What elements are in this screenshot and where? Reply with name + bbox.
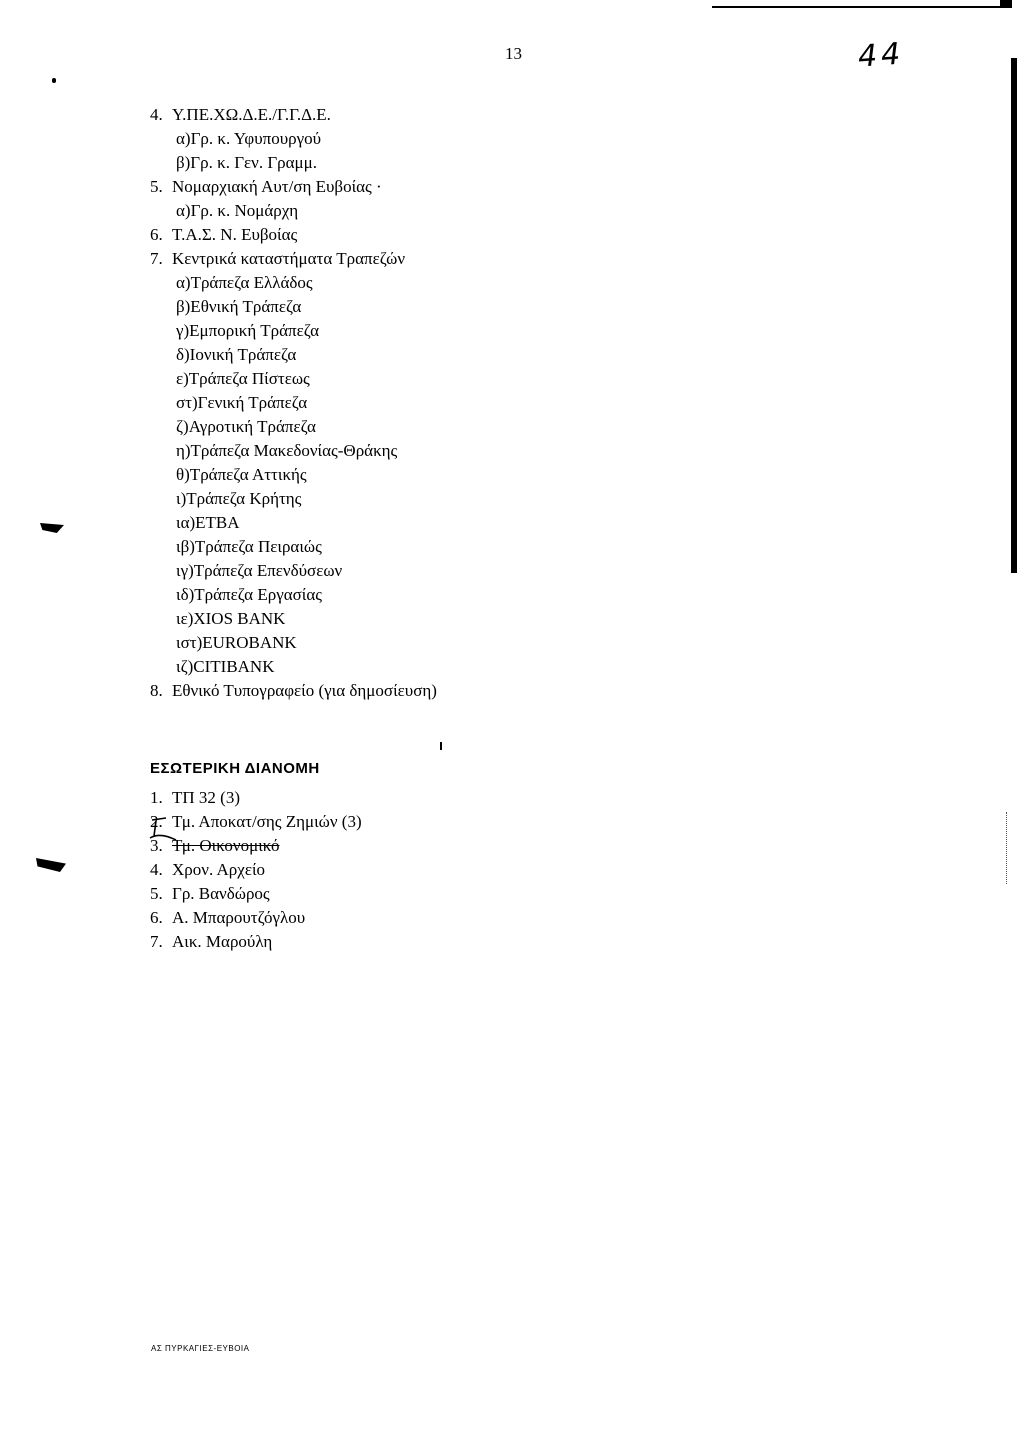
item-text: Τμ. Οικονομικό	[172, 836, 280, 855]
item-text: θ)Τράπεζα Αττικής	[176, 465, 307, 484]
page-number: 13	[505, 44, 522, 63]
internal-item	[150, 882, 362, 906]
item-text: Χρον. Αρχείο	[172, 860, 266, 879]
item-number: 3.	[150, 836, 163, 855]
item-number: 8.	[150, 681, 163, 700]
distribution-subitem	[150, 439, 437, 463]
item-text: η)Τράπεζα Μακεδονίας-Θράκης	[176, 441, 398, 460]
item-text: Υ.ΠΕ.ΧΩ.Δ.Ε./Γ.Γ.Δ.Ε.	[172, 105, 331, 124]
item-text: ι)Τράπεζα Κρήτης	[176, 489, 302, 508]
distribution-subitem	[150, 631, 437, 655]
external-distribution-list	[150, 103, 437, 703]
item-text: γ)Εμπορική Τράπεζα	[176, 321, 320, 340]
distribution-subitem	[150, 415, 437, 439]
item-number: 6.	[150, 908, 163, 927]
distribution-subitem	[150, 199, 437, 223]
handwritten-strike-scribble	[146, 812, 180, 852]
distribution-subitem	[150, 607, 437, 631]
distribution-subitem	[150, 127, 437, 151]
item-text: Εθνικό Τυπογραφείο (για δημοσίευση)	[172, 681, 437, 700]
item-text: ΤΠ 32 (3)	[172, 788, 240, 807]
item-text: ιδ)Τράπεζα Εργασίας	[176, 585, 322, 604]
distribution-subitem	[150, 295, 437, 319]
item-text: Τμ. Αποκατ/σης Ζημιών (3)	[172, 812, 362, 831]
item-text: στ)Γενική Τράπεζα	[176, 393, 308, 412]
item-text: Α. Μπαρουτζόγλου	[172, 908, 306, 927]
item-text: ια)ΕΤΒΑ	[176, 513, 240, 532]
item-text: ιε)XIOS BANK	[176, 609, 286, 628]
internal-item	[150, 858, 362, 882]
item-number: 2.	[150, 812, 163, 831]
distribution-subitem	[150, 655, 437, 679]
distribution-subitem	[150, 559, 437, 583]
distribution-subitem	[150, 487, 437, 511]
distribution-subitem	[150, 511, 437, 535]
scan-speck	[52, 78, 56, 83]
item-text: α)Γρ. κ. Υφυπουργού	[176, 129, 322, 148]
distribution-subitem	[150, 367, 437, 391]
item-text: Τ.Α.Σ. Ν. Ευβοίας	[172, 225, 298, 244]
item-text: Νομαρχιακή Αυτ/ση Ευβοίας ·	[172, 177, 382, 196]
top-corner-mark	[1000, 0, 1012, 8]
internal-item	[150, 834, 362, 858]
internal-distribution-title: ΕΣΩΤΕΡΙΚΗ ΔΙΑΝΟΜΗ	[150, 760, 320, 777]
right-scan-border	[1011, 58, 1017, 573]
distribution-subitem	[150, 151, 437, 175]
distribution-item	[150, 223, 437, 247]
distribution-item	[150, 175, 437, 199]
item-number: 7.	[150, 932, 163, 951]
item-number: 4.	[150, 105, 163, 124]
item-number: 1.	[150, 788, 163, 807]
internal-item	[150, 810, 362, 834]
item-number: 5.	[150, 177, 163, 196]
distribution-subitem	[150, 319, 437, 343]
internal-item	[150, 786, 362, 810]
distribution-item	[150, 679, 437, 703]
item-text: δ)Ιονική Τράπεζα	[176, 345, 297, 364]
item-number: 7.	[150, 249, 163, 268]
item-text: ιζ)CITIBANK	[176, 657, 275, 676]
binding-hole-mark	[40, 523, 64, 533]
internal-distribution-list	[150, 786, 362, 954]
item-text: β)Γρ. κ. Γεν. Γραμμ.	[176, 153, 318, 172]
item-text: Κεντρικά καταστήματα Τραπεζών	[172, 249, 406, 268]
item-text: ε)Τράπεζα Πίστεως	[176, 369, 310, 388]
top-scan-rule	[712, 6, 1012, 8]
right-scan-specks	[1006, 812, 1009, 884]
item-text: ιβ)Τράπεζα Πειραιώς	[176, 537, 322, 556]
distribution-item	[150, 247, 437, 271]
item-text: ιγ)Τράπεζα Επενδύσεων	[176, 561, 343, 580]
item-number: 6.	[150, 225, 163, 244]
item-text: β)Εθνική Τράπεζα	[176, 297, 302, 316]
distribution-item	[150, 103, 437, 127]
item-number: 4.	[150, 860, 163, 879]
item-text: ιστ)EUROBANK	[176, 633, 297, 652]
internal-item	[150, 930, 362, 954]
distribution-subitem	[150, 463, 437, 487]
stray-mark	[440, 742, 442, 750]
item-number: 5.	[150, 884, 163, 903]
item-text: Αικ. Μαρούλη	[172, 932, 273, 951]
distribution-subitem	[150, 583, 437, 607]
item-text: Γρ. Βανδώρος	[172, 884, 270, 903]
document-footer-stamp: ΑΣ ΠΥΡΚΑΓΙΕΣ-ΕΥΒΟΙΑ	[151, 1344, 250, 1353]
internal-item	[150, 906, 362, 930]
item-text: α)Γρ. κ. Νομάρχη	[176, 201, 299, 220]
distribution-subitem	[150, 391, 437, 415]
item-text: ζ)Αγροτική Τράπεζα	[176, 417, 316, 436]
distribution-subitem	[150, 343, 437, 367]
distribution-subitem	[150, 535, 437, 559]
binding-hole-mark	[36, 858, 66, 872]
item-text: α)Τράπεζα Ελλάδος	[176, 273, 313, 292]
handwritten-page-number: 44	[856, 36, 906, 75]
distribution-subitem	[150, 271, 437, 295]
